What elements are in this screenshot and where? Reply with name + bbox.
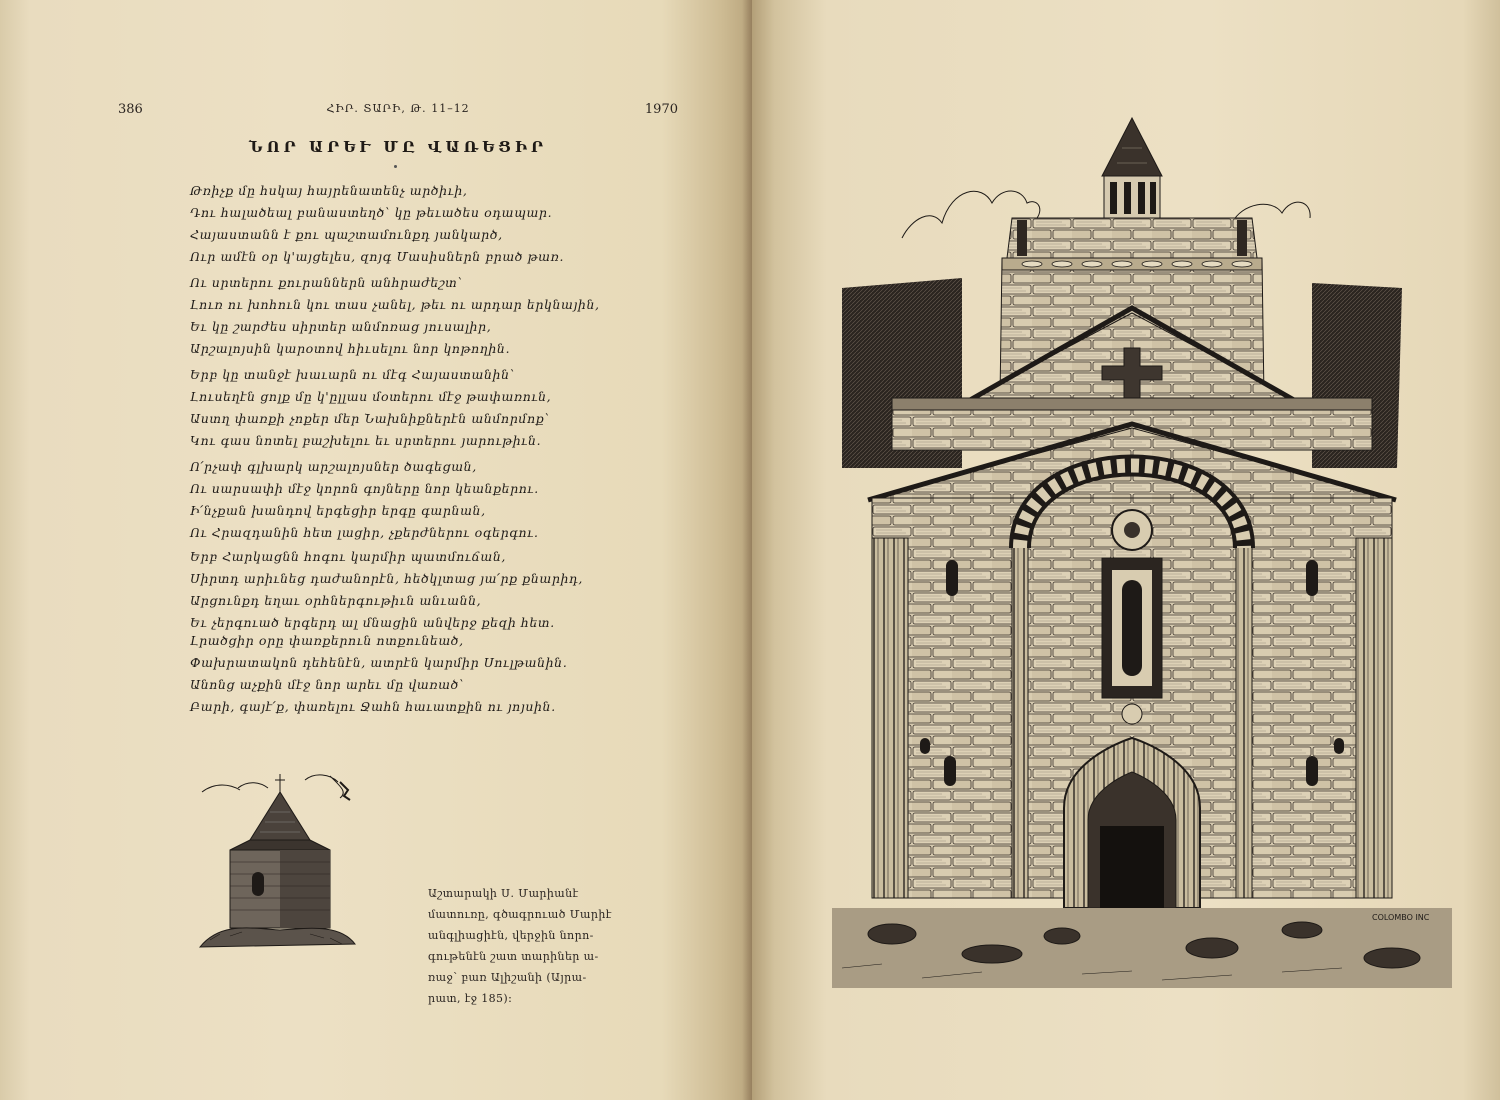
caption-line: Աշտարակի Ս․ Մարիանէ <box>428 887 579 900</box>
title-ornament <box>394 165 397 168</box>
verse-line: Երբ կը տանջէ խաւարն ու մէգ Հայաստանին՝ <box>190 367 515 382</box>
caption-line: մատուռը, գծագրուած Մարիէ <box>428 908 612 921</box>
verse-line: Ուր ամէն օր կ'այցելես, զոյգ Մասիսներն բրած թառ․ <box>190 249 565 264</box>
stanza-1 <box>190 180 660 268</box>
stanza-3 <box>190 364 660 452</box>
verse-line: Լուսեղէն ցոլք մը կ'ըլլաս մօտերու մէջ թափառուն, <box>190 389 552 404</box>
year-label: 1970 <box>644 102 678 117</box>
verse-line: Լրածցիր օրը փառքերուն ոտքունեած, <box>190 633 464 648</box>
church-facade-engraving <box>832 108 1452 998</box>
verse-line: Փախրատակոն դեհենէն, ատրէն կարմիր Սուլթանին․ <box>190 655 568 670</box>
stanza-6 <box>190 630 660 718</box>
caption-line: անգլիացիէն, վերջին նորո- <box>428 929 594 942</box>
verse-line: Անոնց աչքին մէջ նոր արեւ մը վառած՝ <box>190 677 465 692</box>
verse-line: Ու Հրազդանին հետ լացիր, չքերժներու օգերգու․ <box>190 525 539 540</box>
running-head <box>118 102 678 122</box>
verse-line: Կու գաս նոտել բաշխելու եւ սրտերու յարութիւն․ <box>190 433 542 448</box>
verse-line: Բարի, գայէ՛ք, փառելու Ջահն հաւատքին ու յոյսին․ <box>190 699 556 714</box>
verse-line: Ու սրտերու քուրաններն անհրաժեշտ՝ <box>190 275 463 290</box>
caption-line: ռաջ՝ բառ Ալիշանի (Այրա- <box>428 971 587 984</box>
verse-line: Ո՛րչափ գլխարկ արշալոյսներ ծագեցան, <box>190 459 477 474</box>
verse-line: Արշալոյսին կարօտով հիւսելու նոր կոթողին․ <box>190 341 511 356</box>
verse-line: Ու սարսափի մէջ կորոն գոյները նոր կեանքերու․ <box>190 481 539 496</box>
verse-line: Արցունքդ եղաւ օրհներգութիւն անւանն, <box>190 593 482 608</box>
engraver-signature: COLOMBO INC <box>1372 913 1430 922</box>
caption-line: րատ, էջ 185)։ <box>428 992 513 1005</box>
page-number: 386 <box>118 102 143 117</box>
verse-line: Լուռ ու խոհուն կու տաս չանել, թեւ ու արդար երկնային, <box>190 297 600 312</box>
verse-line: Աստղ փառքի չոքեր մեր Նախնիքներէն անմորմոք՝ <box>190 411 550 426</box>
verse-line: Դու հալածեալ բանաստեղծ՝ կը թեւածես օդապար․ <box>190 205 553 220</box>
chapel-vignette-illustration <box>190 752 360 957</box>
verse-line: Ի՛նչքան խանդով երգեցիր երգը գարնան, <box>190 503 486 518</box>
stanza-2 <box>190 272 660 360</box>
verse-line: Եւ չերգուած երգերդ ալ մնացին անվերջ քեզի հետ․ <box>190 615 555 630</box>
running-title: ՀԻՐ․ ՏԱՐԻ, Թ․ 11–12 <box>326 102 470 115</box>
stanza-5 <box>190 546 660 634</box>
illustration-caption <box>428 883 612 1009</box>
verse-line: Երբ Հարկացնն հոգու կարմիր պատմուճան, <box>190 549 506 564</box>
verse-line: Սիրտդ արիւնեց դաժանորէն, հեծկլտաց յա՛րք քնարիդ, <box>190 571 583 586</box>
stanza-4 <box>190 456 660 544</box>
verse-line: Թռիչք մը հսկայ հայրենատենչ արծիւի, <box>190 183 468 198</box>
right-page <box>752 0 1500 1100</box>
caption-line: գութենէն շատ տարիներ ա- <box>428 950 599 963</box>
verse-line: Հայաստանն է քու պաշտամունքդ յանկարծ, <box>190 227 503 242</box>
verse-line: Եւ կը շարժես սիրտեր անմոռաց յուսալիր, <box>190 319 492 334</box>
poem-title: ՆՈՐ ԱՐԵՒ ՄԸ ՎԱՌԵՑԻՐ <box>248 138 548 156</box>
